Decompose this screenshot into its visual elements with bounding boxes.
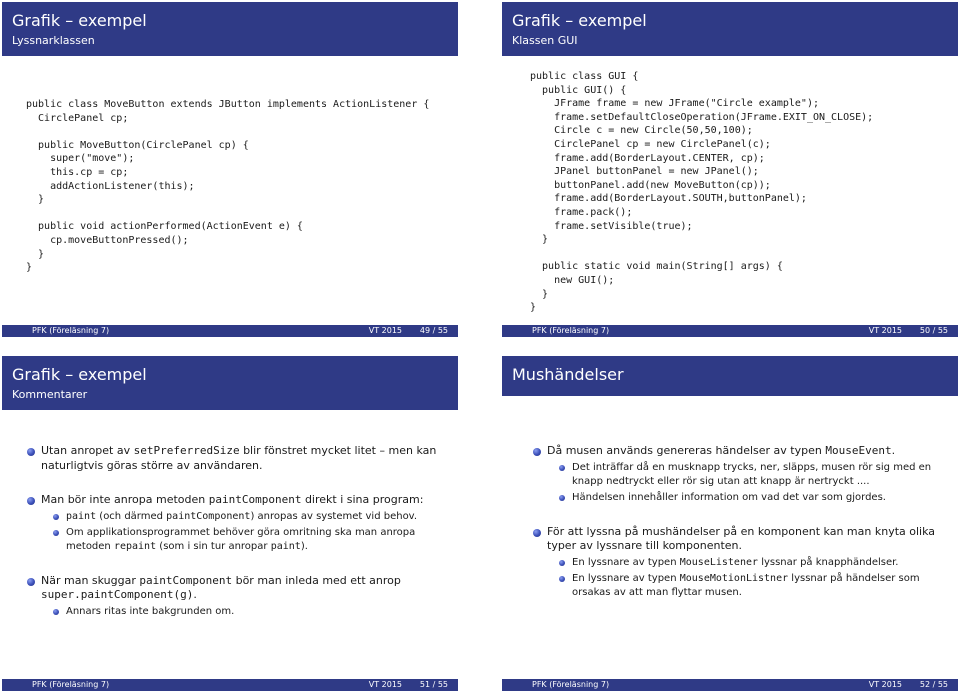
slide-header bbox=[502, 2, 958, 56]
sub-bullet-icon bbox=[53, 514, 59, 520]
sub-bullet-item: En lyssnare av typen MouseMotionListner lyssnar på händelser som orsakas av att man flyttar musen. bbox=[532, 572, 952, 600]
code-inline: paintComponent bbox=[166, 510, 251, 522]
slide-title: Grafik – exempel bbox=[12, 11, 147, 30]
sub-bullet-item: paint (och därmed paintComponent) anropas av systemet vid behov. bbox=[26, 510, 446, 524]
code-inline: paintComponent bbox=[139, 573, 233, 587]
slide-footer bbox=[2, 325, 458, 337]
footer-page-number: 51 / 55 bbox=[419, 680, 448, 689]
slide-subtitle: Lyssnarklassen bbox=[12, 34, 95, 47]
footer-page-number: 52 / 55 bbox=[919, 680, 948, 689]
slide-51 bbox=[2, 356, 458, 691]
sub-bullet-icon bbox=[559, 560, 565, 566]
slide-header bbox=[502, 356, 958, 396]
sub-bullet-icon bbox=[559, 465, 565, 471]
bullet-block bbox=[26, 574, 446, 619]
code-block: public class MoveButton extends JButton implements ActionListener { CirclePanel cp; public MoveButton(CirclePanel cp) { super("move"); this.cp = cp; addActionListener(this); } public void actionPerformed(ActionEvent e) { cp.moveButtonPressed(); } } bbox=[26, 99, 430, 274]
slide-title: Grafik – exempel bbox=[512, 11, 647, 30]
code-inline: paint bbox=[66, 510, 97, 522]
sub-bullet-item: Händelsen innehåller information om vad det var som gjordes. bbox=[532, 491, 952, 505]
slide-subtitle: Klassen GUI bbox=[512, 34, 578, 47]
sub-bullet-icon bbox=[53, 609, 59, 615]
sub-bullet-item: Det inträffar då en musknapp trycks, ner, släpps, musen rör sig med en knapp nedtryckt eller rör sig utan att knapp är nertryckt .... bbox=[532, 461, 952, 489]
footer-term: VT 2015 bbox=[368, 326, 402, 335]
slide-header bbox=[2, 2, 458, 56]
footer-course: PFK (Föreläsning 7) bbox=[32, 326, 110, 335]
code-inline: MouseListener bbox=[679, 556, 759, 568]
slide-header bbox=[2, 356, 458, 410]
bullet-block bbox=[26, 493, 446, 554]
bullet-item: Utan anropet av setPreferredSize blir fönstret mycket litet – men kan naturligtvis göras större av användaren. bbox=[26, 444, 446, 473]
code-inline: MouseEvent bbox=[825, 444, 892, 457]
footer-page-number: 50 / 55 bbox=[919, 326, 948, 335]
code-inline: repaint bbox=[113, 540, 157, 552]
sub-bullet-icon bbox=[559, 495, 565, 501]
code-inline: paintComponent bbox=[208, 493, 302, 506]
slide-body bbox=[532, 444, 952, 620]
slide-footer bbox=[502, 679, 958, 691]
bullet-icon bbox=[27, 497, 35, 505]
bullet-block bbox=[26, 444, 446, 473]
bullet-icon bbox=[533, 529, 541, 537]
sub-bullet-item: Annars ritas inte bakgrunden om. bbox=[26, 605, 446, 619]
footer-page-number: 49 / 55 bbox=[419, 326, 448, 335]
footer-course: PFK (Föreläsning 7) bbox=[532, 680, 610, 689]
slide-title: Mushändelser bbox=[512, 365, 624, 384]
slide-52 bbox=[502, 356, 958, 691]
slide-49 bbox=[2, 2, 458, 337]
bullet-icon bbox=[533, 448, 541, 456]
bullet-item: För att lyssna på mushändelser på en komponent kan man knyta olika typer av lyssnare till komponenten. bbox=[532, 525, 952, 554]
bullet-item: Man bör inte anropa metoden paintComponent direkt i sina program: bbox=[26, 493, 446, 508]
slide-footer bbox=[2, 679, 458, 691]
bullet-item: Då musen används genereras händelser av typen MouseEvent. bbox=[532, 444, 952, 459]
footer-course: PFK (Föreläsning 7) bbox=[532, 326, 610, 335]
code-inline: paint bbox=[270, 540, 301, 552]
sub-bullet-item: En lyssnare av typen MouseListener lyssnar på knapphändelser. bbox=[532, 556, 952, 570]
sub-bullet-item: Om applikationsprogrammet behöver göra omritning ska man anropa metoden repaint (som i sin tur anropar paint). bbox=[26, 526, 446, 554]
slide-title: Grafik – exempel bbox=[12, 365, 147, 384]
slide-footer bbox=[502, 325, 958, 337]
footer-term: VT 2015 bbox=[368, 680, 402, 689]
slide-50 bbox=[502, 2, 958, 337]
bullet-block bbox=[532, 525, 952, 600]
code-inline: super.paintComponent(g) bbox=[41, 588, 194, 601]
sub-bullet-icon bbox=[53, 530, 59, 536]
footer-term: VT 2015 bbox=[868, 680, 902, 689]
bullet-icon bbox=[27, 578, 35, 586]
footer-term: VT 2015 bbox=[868, 326, 902, 335]
slide-body bbox=[26, 444, 446, 639]
footer-course: PFK (Föreläsning 7) bbox=[32, 680, 110, 689]
sub-bullet-icon bbox=[559, 576, 565, 582]
slide-subtitle: Kommentarer bbox=[12, 388, 88, 401]
code-inline: MouseMotionListner bbox=[679, 572, 789, 584]
bullet-item: När man skuggar paintComponent bör man inleda med ett anrop super.paintComponent(g). bbox=[26, 574, 446, 603]
code-inline: setPreferredSize bbox=[133, 444, 240, 457]
bullet-block bbox=[532, 444, 952, 505]
bullet-icon bbox=[27, 448, 35, 456]
code-block: public class GUI { public GUI() { JFrame frame = new JFrame("Circle example"); frame.setDefaultCloseOperation(JFrame.EXIT_ON_CLOSE); Circle c = new Circle(50,50,100); CirclePanel cp = new CirclePanel(c); frame.add(BorderLayout.CENTER, cp); JPanel buttonPanel = new JPanel(); buttonPanel.add(new MoveButton(cp)); frame.add(BorderLayout.SOUTH,buttonPanel); frame.pack(); frame.setVisible(true); } public static void main(String[] args) { new GUI(); } } bbox=[530, 71, 874, 314]
